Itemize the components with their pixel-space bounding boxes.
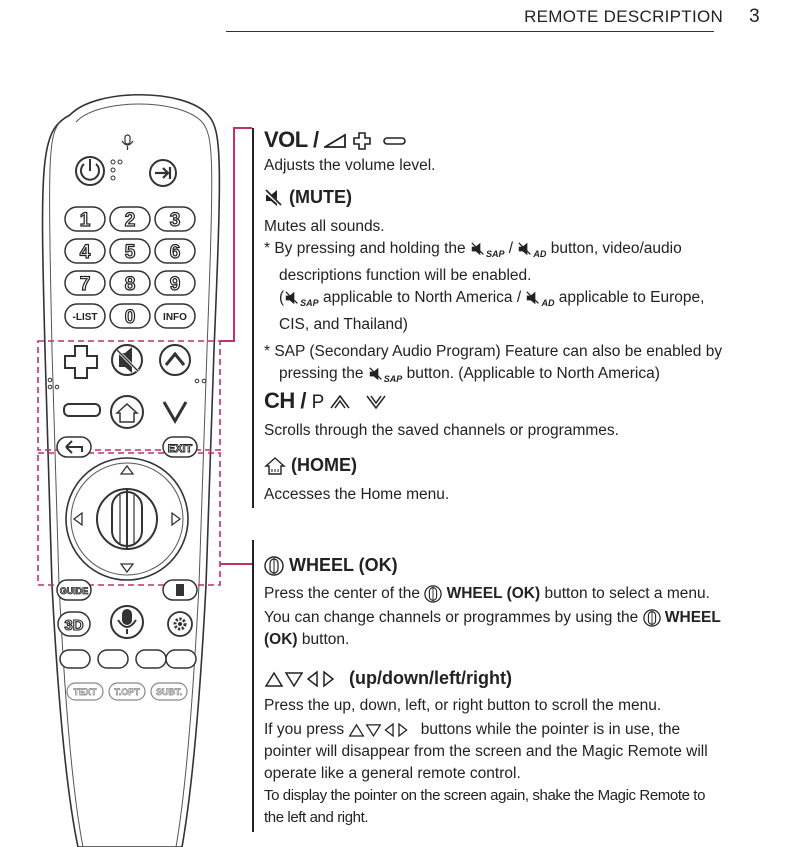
arrows-line1: Press the up, down, left, or right button to scroll the menu.: [264, 697, 662, 714]
arrow-keys-icon: [348, 722, 416, 738]
arrow-keys-icon: [264, 670, 344, 688]
ch-down-icon: [365, 393, 387, 411]
arrows-line2: If you press buttons while the pointer is in use, the: [264, 721, 681, 738]
vol-desc: Adjusts the volume level.: [264, 157, 436, 174]
wheel-icon: [264, 556, 284, 576]
ch-desc: Scrolls through the saved channels or programmes.: [264, 422, 619, 439]
vol-section: [264, 127, 784, 177]
key-8: 8: [124, 274, 136, 295]
home-heading: (HOME): [264, 455, 784, 476]
key-7: 7: [79, 274, 91, 295]
key-2: 2: [124, 210, 136, 231]
mute-icon: [517, 242, 533, 256]
ch-section: [264, 388, 784, 442]
ch-up-icon: [329, 393, 351, 411]
minus-icon: [383, 136, 407, 146]
mute-note-2-line2: pressing the $_{SAP}$ button. (Applicable to North America): [279, 365, 660, 384]
vertical-rule-top: [252, 128, 254, 508]
key-list: -LIST: [72, 312, 98, 323]
wheel-line2: You can change channels or programmes by using the WHEEL: [264, 609, 721, 627]
arrows-line5: To display the pointer on the screen again, shake the Magic Remote to: [264, 787, 706, 804]
mute-icon: [284, 291, 300, 305]
text-label: TEXT: [73, 687, 97, 697]
subt-label: SUBT.: [155, 687, 183, 697]
home-icon: [264, 457, 286, 475]
wheel-line1: Press the center of the WHEEL (OK) button to select a menu.: [264, 585, 710, 603]
wheel-line3: (OK) button.: [264, 631, 350, 649]
home-button-icon: [111, 396, 143, 428]
wheel-heading: WHEEL (OK): [264, 555, 784, 576]
arrows-line4: operate like a general remote control.: [264, 765, 521, 782]
remote-illustration: [0, 0, 260, 847]
vol-down-icon: [64, 404, 100, 416]
section-title: REMOTE DESCRIPTION: [524, 7, 724, 26]
plus-icon: [352, 131, 372, 151]
arrows-heading: (up/down/left/right): [264, 668, 784, 689]
page-header: [524, 6, 760, 28]
3d-label: 3D: [64, 617, 84, 634]
topt-label: T.OPT: [114, 687, 140, 697]
key-info: INFO: [163, 312, 187, 323]
guide-label: GUIDE: [59, 586, 89, 596]
home-section: [264, 455, 784, 506]
mute-note-1-line2: descriptions function will be enabled.: [279, 267, 532, 284]
mute-desc: Mutes all sounds.: [264, 218, 385, 235]
mute-note-1-line4: CIS, and Thailand): [279, 316, 408, 333]
exit-label: EXIT: [167, 443, 193, 455]
vertical-rule-bottom: [252, 540, 254, 832]
key-6: 6: [169, 242, 181, 263]
volume-icon: [324, 133, 346, 149]
home-desc: Accesses the Home menu.: [264, 486, 450, 503]
header-rule: [226, 31, 714, 32]
key-5: 5: [124, 242, 136, 263]
key-0: 0: [124, 307, 136, 328]
mute-icon: [525, 291, 541, 305]
mute-note-2: * SAP (Secondary Audio Program) Feature can also be enabled by: [264, 343, 723, 360]
wheel-icon: [424, 585, 442, 603]
key-3: 3: [169, 210, 181, 231]
key-4: 4: [79, 242, 91, 263]
mute-icon: [470, 242, 486, 256]
wheel-icon: [643, 609, 661, 627]
key-1: 1: [79, 210, 91, 231]
vol-heading: VOL /: [264, 127, 784, 153]
mute-note-1-line3: ( $_{SAP}$ applicable to North America / $_{AD}$ applicable to Europe,: [279, 289, 705, 308]
mute-note-1: * By pressing and holding the $_{SAP}$ / $_{AD}$ button, video/audio: [264, 240, 682, 259]
ch-heading: CH / P: [264, 388, 784, 414]
ch-up-icon: [160, 345, 190, 375]
key-9: 9: [169, 274, 181, 295]
mute-icon: [264, 189, 284, 207]
mute-section: [264, 187, 784, 390]
wheel-section: [264, 555, 784, 651]
arrows-line6: the left and right.: [264, 809, 369, 826]
page-number: 3: [749, 6, 760, 27]
mute-icon: [368, 367, 384, 381]
mute-heading: (MUTE): [264, 187, 784, 208]
arrows-line3: pointer will disappear from the screen and the Magic Remote will: [264, 743, 708, 760]
arrows-section: [264, 668, 784, 829]
